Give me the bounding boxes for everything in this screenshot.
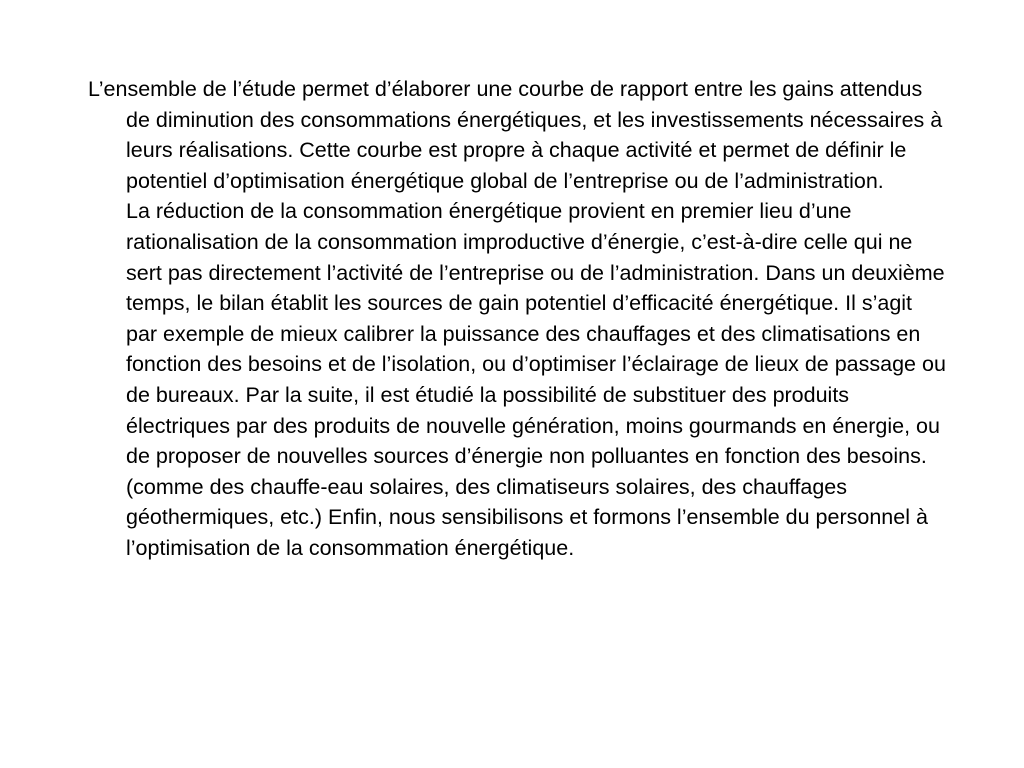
body-text [88, 74, 948, 564]
paragraph-study-summary: L’ensemble de l’étude permet d’élaborer une courbe de rapport entre les gains attendus de diminution des consommations énergétiques, et les investissements nécessaires à leurs réalisations. Cette courbe est propre à chaque activité et permet de définir le potentiel d’optimisation énergétique global de l’entreprise ou de l’administration. [88, 77, 943, 193]
paragraph-energy-reduction: La réduction de la consommation énergétique provient en premier lieu d’une rationalisation de la consommation improductive d’énergie, c’est-à-dire celle qui ne sert pas directement l’activité de l’entreprise ou de l’administration. Dans un deuxième temps, le bilan établit les sources de gain potentiel d’efficacité énergétique. Il s’agit par exemple de mieux calibrer la puissance des chauffages et des climatisations en fonction des besoins et de l’isolation, ou d’optimiser l’éclairage de lieux de passage ou de bureaux. Par la suite, il est étudié la possibilité de substituer des produits électriques par des produits de nouvelle génération, moins gourmands en énergie, ou de proposer de nouvelles sources d’énergie non polluantes en fonction des besoins. (comme des chauffe-eau solaires, des climatiseurs solaires, des chauffages géothermiques, etc.) Enfin, nous sensibilisons et formons l’ensemble du personnel à l’optimisation de la consommation énergétique. [126, 199, 946, 560]
